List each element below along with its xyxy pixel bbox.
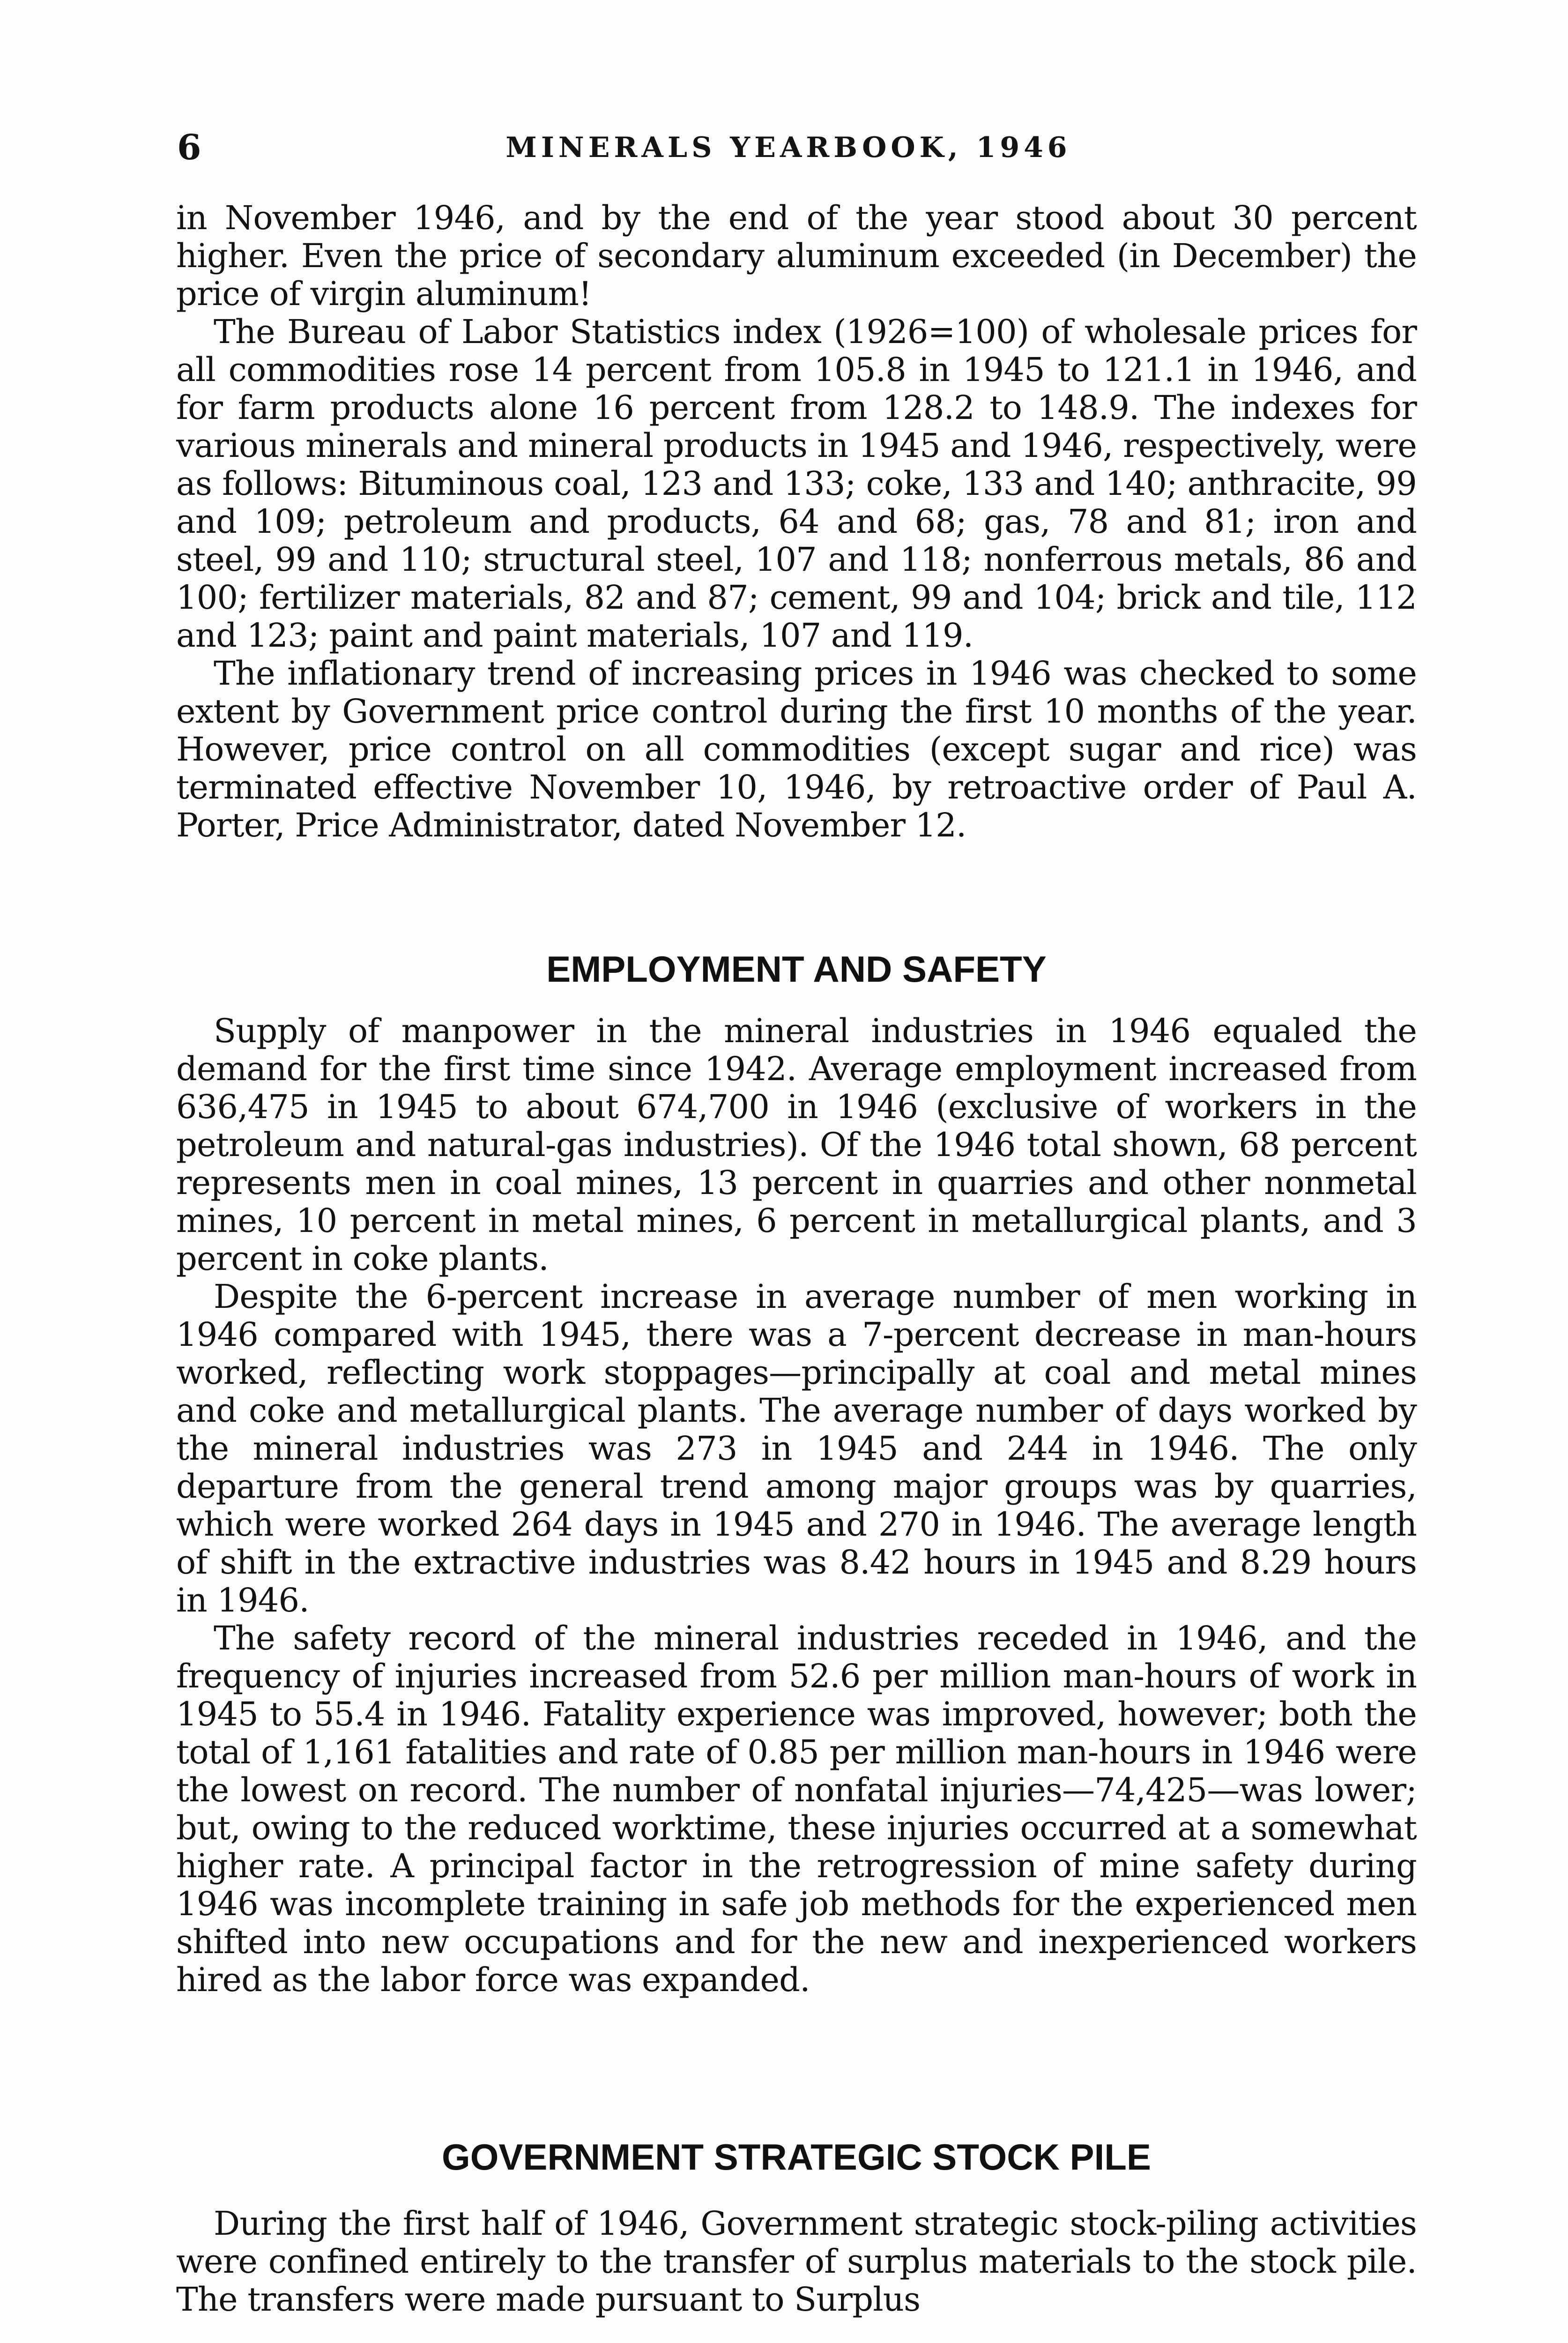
employment-section [176,1012,1417,1999]
paragraph-continued: in November 1946, and by the end of the year stood about 30 percent higher. Even the price of secondary aluminum exceeded (in December) the price of virgin aluminum! [176,199,1417,313]
paragraph-stock-piling: During the first half of 1946, Government strategic stock-piling activities were confined entirely to the transfer of surplus materials to the stock pile. The transfers were made pursuant to Surplus [176,2204,1417,2319]
intro-section [176,199,1417,844]
paragraph-man-hours: Despite the 6-percent increase in average number of men working in 1946 compared with 1945, there was a 7-percent decrease in man-hours worked, reflecting work stoppages—principally at coal and metal mines and coke and metallurgical plants. The average number of days worked by the mineral industries was 273 in 1945 and 244 in 1946. The only departure from the general trend among major groups was by quarries, which were worked 264 days in 1945 and 270 in 1946. The average length of shift in the extractive industries was 8.42 hours in 1945 and 8.29 hours in 1946. [176,1277,1417,1619]
page-number: 6 [177,127,201,168]
running-head [177,127,1400,169]
paragraph-manpower: Supply of manpower in the mineral industries in 1946 equaled the demand for the first time since 1942. Average employment increased from 636,475 in 1945 to about 674,700 in 1946 (exclusive of workers in the petroleum and natural-gas industries). Of the 1946 total shown, 68 percent represents men in coal mines, 13 percent in quarries and other nonmetal mines, 10 percent in metal mines, 6 percent in metallurgical plants, and 3 percent in coke plants. [176,1012,1417,1278]
paragraph-wholesale-prices: The Bureau of Labor Statistics index (1926=100) of wholesale prices for all commodities rose 14 percent from 105.8 in 1945 to 121.1 in 1946, and for farm products alone 16 percent from 128.2 to 148.9. The indexes for various minerals and mineral products in 1945 and 1946, respectively, were as follows: Bituminous coal, 123 and 133; coke, 133 and 140; anthracite, 99 and 109; petroleum and products, 64 and 68; gas, 78 and 81; iron and steel, 99 and 110; structural steel, 107 and 118; nonferrous metals, 86 and 100; fertilizer materials, 82 and 87; cement, 99 and 104; brick and tile, 112 and 123; paint and paint materials, 107 and 119. [176,313,1417,655]
stockpile-section [176,2205,1417,2319]
paragraph-price-control: The inflationary trend of increasing prices in 1946 was checked to some extent by Government price control during the first 10 months of the year. However, price control on all commodities (except sugar and rice) was terminated effective November 10, 1946, by retroactive order of Paul A. Porter, Price Administrator, dated November 12. [176,654,1417,844]
section-heading-strategic-stock-pile: GOVERNMENT STRATEGIC STOCK PILE [442,2136,1151,2178]
paragraph-safety-record: The safety record of the mineral industries receded in 1946, and the frequency of injuries increased from 52.6 per million man-hours of work in 1945 to 55.4 in 1946. Fatality experience was improved, however; both the total of 1,161 fatalities and rate of 0.85 per million man-hours in 1946 were the lowest on record. The number of nonfatal injuries—74,425—was lower; but, owing to the reduced worktime, these injuries occurred at a somewhat higher rate. A principal factor in the retrogression of mine safety during 1946 was incomplete training in safe job methods for the experienced men shifted into new occupations and for the new and inexperienced workers hired as the labor force was expanded. [176,1619,1417,1999]
section-heading-employment-and-safety: EMPLOYMENT AND SAFETY [546,948,1047,990]
running-title: MINERALS YEARBOOK, 1946 [505,131,1071,164]
